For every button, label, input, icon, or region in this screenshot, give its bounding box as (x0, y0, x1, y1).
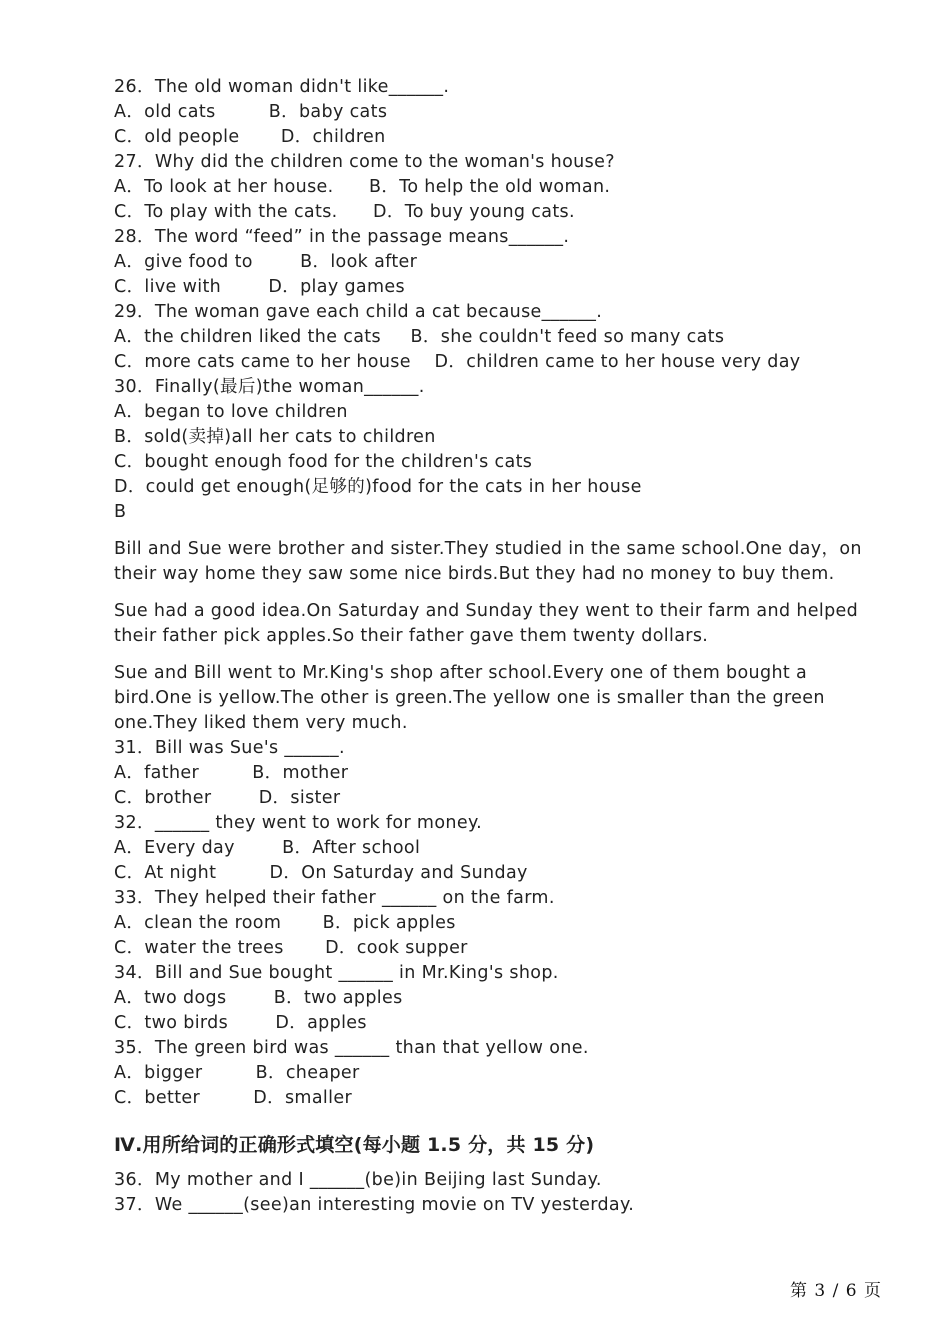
reading-passage (114, 537, 884, 736)
option-line: C．water the trees D．cook supper (114, 938, 468, 958)
question-line: 26．The old woman didn't like______. (114, 77, 450, 97)
option-line: A．the children liked the cats B．she couldn't feed so many cats (114, 327, 725, 347)
question-line: 27．Why did the children come to the woman's house? (114, 152, 615, 172)
option-line: A．father B．mother (114, 763, 349, 783)
option-line: A．old cats B．baby cats (114, 102, 388, 122)
questions-31-35 (114, 736, 884, 1111)
question-line: 31．Bill was Sue's ______. (114, 738, 345, 758)
passage-label: B (114, 502, 127, 522)
passage-paragraph: Sue and Bill went to Mr.King's shop after school.Every one of them bought a bird.One is yellow.The other is green.The yellow one is smaller than the green one.They liked them very much. (114, 663, 825, 733)
option-line: D．could get enough(足够的)food for the cats in her house (114, 477, 642, 497)
question-line: 29．The woman gave each child a cat because______. (114, 302, 603, 322)
option-line: A．Every day B．After school (114, 838, 421, 858)
option-line: C．brother D．sister (114, 788, 341, 808)
option-line: A．give food to B．look after (114, 252, 418, 272)
questions-36-37 (114, 1168, 884, 1218)
option-line: C．At night D．On Saturday and Sunday (114, 863, 528, 883)
option-line: C．bought enough food for the children's cats (114, 452, 533, 472)
question-line: 32．______ they went to work for money. (114, 813, 483, 833)
questions-26-30 (114, 75, 884, 525)
option-line: A．clean the room B．pick apples (114, 913, 456, 933)
option-line: B．sold(卖掉)all her cats to children (114, 427, 436, 447)
passage-paragraph: Bill and Sue were brother and sister.They studied in the same school.One day，on their way home they saw some nice birds.But they had no money to buy them. (114, 539, 862, 584)
option-line: A．two dogs B．two apples (114, 988, 403, 1008)
section-heading: Ⅳ.用所给词的正确形式填空(每小题 1.5 分，共 15 分) (114, 1134, 595, 1156)
page-content (114, 75, 884, 1218)
option-line: A．To look at her house. B．To help the old woman. (114, 177, 611, 197)
page-number: 第 3 / 6 页 (790, 1281, 882, 1301)
option-line: A．began to love children (114, 402, 348, 422)
question-line: 34．Bill and Sue bought ______ in Mr.King's shop. (114, 963, 559, 983)
question-line: 36．My mother and I ______(be)in Beijing last Sunday. (114, 1170, 602, 1190)
question-line: 33．They helped their father ______ on the farm. (114, 888, 555, 908)
question-line: 30．Finally(最后)the woman______. (114, 377, 425, 397)
option-line: C．old people D．children (114, 127, 386, 147)
passage-paragraph: Sue had a good idea.On Saturday and Sunday they went to their farm and helped their father pick apples.So their father gave them twenty dollars. (114, 601, 859, 646)
option-line: C．more cats came to her house D．children came to her house very day (114, 352, 801, 372)
option-line: C．better D．smaller (114, 1088, 352, 1108)
option-line: C．To play with the cats. D．To buy young cats. (114, 202, 575, 222)
option-line: A．bigger B．cheaper (114, 1063, 360, 1083)
question-line: 28．The word “feed” in the passage means______. (114, 227, 570, 247)
option-line: C．two birds D．apples (114, 1013, 367, 1033)
question-line: 35．The green bird was ______ than that yellow one. (114, 1038, 589, 1058)
option-line: C．live with D．play games (114, 277, 405, 297)
question-line: 37．We ______(see)an interesting movie on TV yesterday. (114, 1195, 635, 1215)
